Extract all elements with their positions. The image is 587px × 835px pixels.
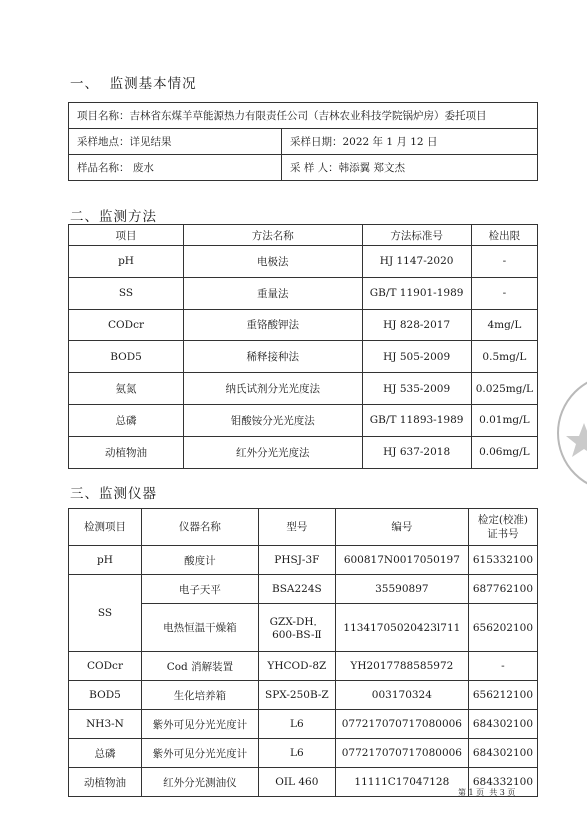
table-row xyxy=(69,575,538,604)
table-cell: 纳氏试剂分光光度法 xyxy=(184,373,363,405)
basic-info-table xyxy=(68,102,538,181)
table-cell: CODcr xyxy=(69,652,142,681)
table-cell: 11111C17047128 xyxy=(335,768,468,797)
table-cell: pH xyxy=(69,546,142,575)
table-row xyxy=(69,710,538,739)
table-row xyxy=(69,681,538,710)
table-cell: 电热恒温干燥箱 xyxy=(141,604,258,652)
table-cell: 动植物油 xyxy=(69,768,142,797)
table-cell: 稀释接种法 xyxy=(184,341,363,373)
table-row xyxy=(69,246,538,278)
table-cell: PHSJ-3F xyxy=(258,546,335,575)
table-row xyxy=(69,341,538,373)
table-cell: 动植物油 xyxy=(69,436,184,468)
table-cell: HJ 1147-2020 xyxy=(362,246,471,278)
column-header: 方法名称 xyxy=(184,225,363,246)
table-cell: 红外分光光度法 xyxy=(184,436,363,468)
table-cell: 钼酸铵分光光度法 xyxy=(184,404,363,436)
table-cell: CODcr xyxy=(69,309,184,341)
table-cell: GB/T 11893-1989 xyxy=(362,404,471,436)
table-cell: 684302100 xyxy=(468,739,537,768)
table-header-row xyxy=(69,509,538,546)
table-cell: Cod 消解装置 xyxy=(141,652,258,681)
table-cell: HJ 505-2009 xyxy=(362,341,471,373)
table-cell: - xyxy=(468,652,537,681)
table-cell: 600817N0017050197 xyxy=(335,546,468,575)
page-footer: 第 1 页 共 3 页 xyxy=(458,788,516,797)
section2-heading: 二、监测方法 xyxy=(70,209,157,225)
table-cell: 687762100 xyxy=(468,575,537,604)
table-cell: 酸度计 xyxy=(141,546,258,575)
table-cell: BSA224S xyxy=(258,575,335,604)
table-cell: 003170324 xyxy=(335,681,468,710)
samplers: 采 样 人：韩添翼 郑文杰 xyxy=(282,155,538,181)
table-cell: 重铬酸钾法 xyxy=(184,309,363,341)
column-header: 仪器名称 xyxy=(141,509,258,546)
table-cell: YHCOD-8Z xyxy=(258,652,335,681)
column-header: 编号 xyxy=(335,509,468,546)
column-header: 检测项目 xyxy=(69,509,142,546)
table-cell: - xyxy=(471,246,537,278)
table-cell: HJ 535-2009 xyxy=(362,373,471,405)
table-cell: 0.5mg/L xyxy=(471,341,537,373)
table-row xyxy=(69,546,538,575)
table-row xyxy=(69,739,538,768)
column-header: 项目 xyxy=(69,225,184,246)
table-cell: BOD5 xyxy=(69,341,184,373)
column-header: 检出限 xyxy=(471,225,537,246)
seal-stamp-icon xyxy=(556,368,587,498)
sampling-location: 采样地点：详见结果 xyxy=(69,129,282,155)
column-header: 型号 xyxy=(258,509,335,546)
table-cell: GZX-DH．600-BS-Ⅱ xyxy=(258,604,335,652)
table-cell: 684302100 xyxy=(468,710,537,739)
method-table xyxy=(68,224,538,469)
table-row xyxy=(69,277,538,309)
table-cell: 35590897 xyxy=(335,575,468,604)
instrument-table xyxy=(68,508,538,797)
table-cell: 生化培养箱 xyxy=(141,681,258,710)
table-cell: HJ 828-2017 xyxy=(362,309,471,341)
table-cell: 11341705020423l711 xyxy=(335,604,468,652)
sampling-date: 采样日期：2022 年 1 月 12 日 xyxy=(282,129,538,155)
table-cell: 重量法 xyxy=(184,277,363,309)
table-cell: 656212100 xyxy=(468,681,537,710)
table-row xyxy=(69,373,538,405)
table-cell: pH xyxy=(69,246,184,278)
table-cell: 紫外可见分光光度计 xyxy=(141,739,258,768)
table-cell: - xyxy=(471,277,537,309)
table-cell: GB/T 11901-1989 xyxy=(362,277,471,309)
table-cell: NH3-N xyxy=(69,710,142,739)
sample-name: 样品名称： 废水 xyxy=(69,155,282,181)
table-cell: SS xyxy=(69,575,142,652)
table-cell: 电子天平 xyxy=(141,575,258,604)
table-row xyxy=(69,404,538,436)
project-name: 项目名称：吉林省东煤羊草能源热力有限责任公司（吉林农业科技学院锅炉房）委托项目 xyxy=(69,103,538,129)
section1-heading: 一、 监测基本情况 xyxy=(70,76,197,92)
table-cell: 615332100 xyxy=(468,546,537,575)
table-row xyxy=(69,652,538,681)
table-cell: 684332100 xyxy=(468,768,537,797)
table-cell: 077217070717080006 xyxy=(335,710,468,739)
table-cell: 电极法 xyxy=(184,246,363,278)
table-cell: SS xyxy=(69,277,184,309)
table-cell: 077217070717080006 xyxy=(335,739,468,768)
section3-heading: 三、监测仪器 xyxy=(70,486,157,502)
table-cell: L6 xyxy=(258,710,335,739)
table-cell: SPX-250B-Z xyxy=(258,681,335,710)
table-cell: 总磷 xyxy=(69,739,142,768)
table-cell: L6 xyxy=(258,739,335,768)
column-header: 检定(校准) 证书号 xyxy=(468,509,537,546)
table-cell: BOD5 xyxy=(69,681,142,710)
column-header: 方法标准号 xyxy=(362,225,471,246)
table-row xyxy=(69,309,538,341)
table-cell: 氨氮 xyxy=(69,373,184,405)
table-cell: 656202100 xyxy=(468,604,537,652)
table-row xyxy=(69,436,538,468)
table-cell: OIL 460 xyxy=(258,768,335,797)
table-cell: YH2017788585972 xyxy=(335,652,468,681)
table-cell: 红外分光测油仪 xyxy=(141,768,258,797)
table-cell: 总磷 xyxy=(69,404,184,436)
table-cell: 0.01mg/L xyxy=(471,404,537,436)
table-cell: 4mg/L xyxy=(471,309,537,341)
table-header-row xyxy=(69,225,538,246)
table-cell: 0.06mg/L xyxy=(471,436,537,468)
table-cell: HJ 637-2018 xyxy=(362,436,471,468)
table-cell: 0.025mg/L xyxy=(471,373,537,405)
table-cell: 紫外可见分光光度计 xyxy=(141,710,258,739)
